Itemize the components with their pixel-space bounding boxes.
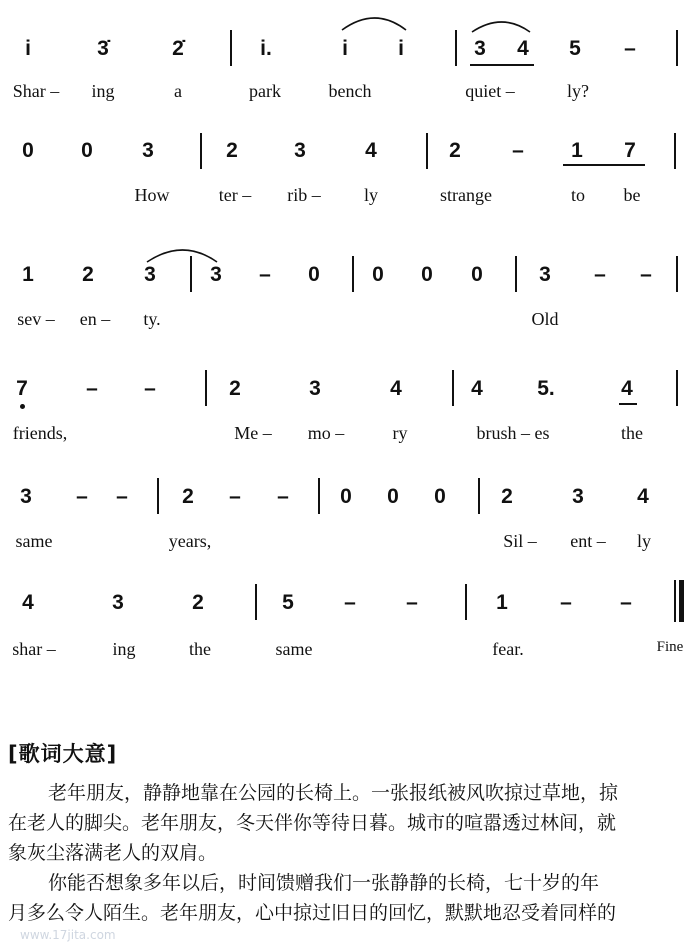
note: 2 — [192, 591, 204, 614]
note: 3 — [112, 591, 124, 614]
note: 2̇ — [172, 37, 184, 60]
note: – — [344, 591, 356, 614]
note: 0 — [81, 139, 93, 162]
lyric: park — [249, 81, 281, 101]
underline-beam — [563, 164, 645, 166]
note: 2 — [229, 377, 241, 400]
note: 3 — [142, 139, 154, 162]
note: – — [76, 485, 88, 508]
note: 3 — [474, 37, 486, 60]
lyric: sev – — [17, 309, 55, 329]
note: 4 — [637, 485, 649, 508]
note: 2 — [82, 263, 94, 286]
section-title: [歌词大意] — [8, 742, 118, 766]
note: 2 — [182, 485, 194, 508]
note: 4 — [621, 377, 633, 400]
barline — [352, 256, 354, 292]
note: 2 — [226, 139, 238, 162]
note: – — [86, 377, 98, 400]
watermark: www.17jita.com — [20, 928, 116, 942]
lyric: ty. — [143, 309, 161, 329]
note: 4 — [471, 377, 483, 400]
slur — [145, 244, 221, 264]
barline — [478, 478, 480, 514]
underline-beam — [470, 64, 534, 66]
note: 4 — [365, 139, 377, 162]
lyric: Sil – — [503, 531, 537, 551]
lyric: ing — [91, 81, 115, 101]
lyric: quiet – — [465, 81, 515, 101]
lyric: ly — [363, 185, 379, 205]
lyric: same — [275, 639, 313, 659]
note: – — [406, 591, 418, 614]
barline — [676, 370, 678, 406]
lyric: ry — [392, 423, 408, 443]
barline — [465, 584, 467, 620]
note: 1 — [496, 591, 508, 614]
note: 3 — [20, 485, 32, 508]
note: 1 — [571, 139, 583, 162]
lyric: ter – — [218, 185, 252, 205]
lyric: ing — [112, 639, 136, 659]
note: 0 — [421, 263, 433, 286]
paragraph-line: 你能否想象多年以后，时间馈赠我们一张静静的长椅，七十岁的年 — [48, 872, 600, 894]
note: 3 — [294, 139, 306, 162]
paragraph-line: 月多么令人陌生。老年朋友，心中掠过旧日的回忆，默默地忍受着同样的 — [8, 902, 617, 924]
note: – — [620, 591, 632, 614]
lyric: fear. — [492, 639, 524, 659]
note: – — [277, 485, 289, 508]
note: – — [560, 591, 572, 614]
lyric: Me – — [234, 423, 272, 443]
note: – — [512, 139, 524, 162]
lyric: Shar – — [12, 81, 60, 101]
lyric: a — [174, 81, 182, 101]
note: – — [259, 263, 271, 286]
lyric: the — [189, 639, 211, 659]
barline — [230, 30, 232, 66]
note: 0 — [387, 485, 399, 508]
note: 0 — [340, 485, 352, 508]
note: 0 — [372, 263, 384, 286]
barline — [205, 370, 207, 406]
note: i — [398, 37, 404, 60]
barline — [255, 584, 257, 620]
note: 0 — [22, 139, 34, 162]
lyric: Old — [531, 309, 559, 329]
note: 3 — [210, 263, 222, 286]
note: i. — [260, 37, 272, 60]
barline — [318, 478, 320, 514]
note: 3 — [144, 263, 156, 286]
lyric: the — [621, 423, 643, 443]
lyric: Fine — [656, 639, 684, 655]
lyric: friends, — [12, 423, 68, 443]
note: – — [624, 37, 636, 60]
note: i — [342, 37, 348, 60]
note: 3̇ — [97, 37, 109, 60]
low-octave-dot — [20, 404, 25, 409]
barline — [515, 256, 517, 292]
lyric: strange — [440, 185, 492, 205]
lyric: rib – — [287, 185, 321, 205]
note: 5 — [282, 591, 294, 614]
note: i — [25, 37, 31, 60]
note: 0 — [434, 485, 446, 508]
barline — [200, 133, 202, 169]
lyric: brush – es — [476, 423, 550, 443]
lyric: shar – — [12, 639, 56, 659]
slur — [340, 12, 410, 32]
note: 3 — [539, 263, 551, 286]
lyric: bench — [328, 81, 372, 101]
paragraph-line: 老年朋友，静静地靠在公园的长椅上。一张报纸被风吹掠过草地，掠 — [48, 782, 619, 804]
note: 3 — [572, 485, 584, 508]
barline — [426, 133, 428, 169]
lyric: en – — [79, 309, 111, 329]
barline — [455, 30, 457, 66]
note: 7 — [624, 139, 636, 162]
note: 4 — [517, 37, 529, 60]
note: 1 — [22, 263, 34, 286]
lyric: ly? — [567, 81, 589, 101]
lyric: be — [623, 185, 641, 205]
final-barline-thin — [674, 580, 676, 622]
note: 2 — [449, 139, 461, 162]
note: 4 — [22, 591, 34, 614]
note: 7 — [16, 377, 28, 400]
lyric: ly — [636, 531, 652, 551]
lyric: mo – — [307, 423, 345, 443]
note: – — [594, 263, 606, 286]
note: 4 — [390, 377, 402, 400]
final-barline-thick — [679, 580, 684, 622]
note: – — [116, 485, 128, 508]
lyric: same — [15, 531, 53, 551]
note: 5 — [569, 37, 581, 60]
barline — [452, 370, 454, 406]
note: – — [640, 263, 652, 286]
paragraph-line: 在老人的脚尖。老年朋友，冬天伴你等待日暮。城市的喧嚣透过林间，就 — [8, 812, 617, 834]
note: 3 — [309, 377, 321, 400]
lyric: ent – — [570, 531, 606, 551]
barline — [674, 133, 676, 169]
underline-beam — [619, 403, 637, 405]
note: 0 — [471, 263, 483, 286]
note: – — [229, 485, 241, 508]
lyric: years, — [168, 531, 212, 551]
note: 5. — [537, 377, 555, 400]
note: – — [144, 377, 156, 400]
note: 2 — [501, 485, 513, 508]
note: 0 — [308, 263, 320, 286]
barline — [676, 256, 678, 292]
barline — [157, 478, 159, 514]
slur — [470, 16, 534, 34]
lyric: to — [570, 185, 586, 205]
paragraph-line: 象灰尘落满老人的双肩。 — [8, 842, 218, 864]
barline — [676, 30, 678, 66]
lyric: How — [134, 185, 170, 205]
